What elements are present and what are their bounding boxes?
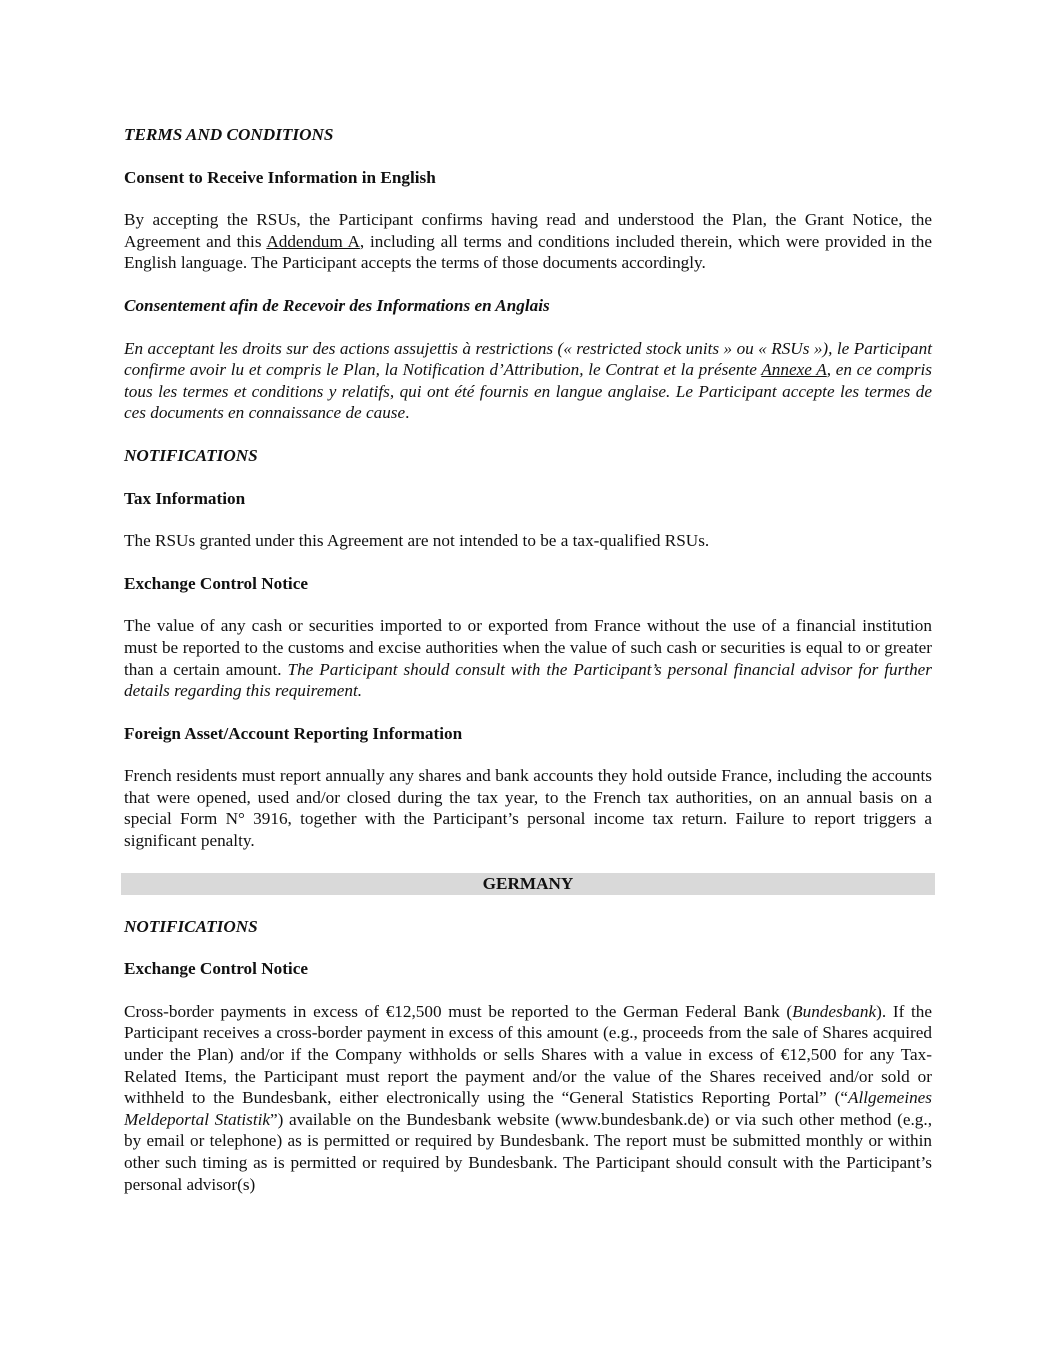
tax-heading: Tax Information xyxy=(124,488,246,508)
consent-heading: Consent to Receive Information in English xyxy=(124,167,436,187)
consent-fr-paragraph xyxy=(124,338,932,424)
notifications-heading: NOTIFICATIONS xyxy=(124,445,258,465)
germany-exchange-text-1: Cross-border payments in excess of €12,500 must be reported to the German Federal Bank ( xyxy=(124,1001,793,1021)
germany-exchange-text-3: ”) available on the Bundesbank website (www.bundesbank.de) or via such other method (e.g., by email or telephone) as is permitted or required by Bundesbank. The report must be submitted monthly or within other such timing as is permitted or required by Bundesbank. The Participant should consult with the Participant’s personal advisor(s) xyxy=(124,1109,932,1194)
germany-exchange-paragraph xyxy=(124,1001,932,1195)
germany-exchange-heading: Exchange Control Notice xyxy=(124,959,308,979)
exchange-heading: Exchange Control Notice xyxy=(124,573,308,593)
addendum-a-link: Addendum A xyxy=(266,231,360,251)
terms-heading: TERMS AND CONDITIONS xyxy=(124,125,334,144)
consent-fr-text-2: , en ce compris tous les termes et conditions y relatifs, qui ont été fournis en langue anglaise. Le Participant accepte les termes de ces documents en connaissance de cause xyxy=(124,360,932,423)
bundesbank-italic: Bundesbank xyxy=(792,1001,877,1021)
consent-fr-period: . xyxy=(405,403,410,423)
exchange-text-1: The value of any cash or securities imported to or exported from France without the use of a financial institution must be reported to the customs and excise authorities when the value of such cash or securities is equal to or greater than a certain amount. xyxy=(124,616,932,679)
consent-fr-heading: Consentement afin de Recevoir des Informations en Anglais xyxy=(124,295,550,315)
germany-exchange-text-2: ). If the Participant receives a cross-border payment in excess of this amount (e.g., proceeds from the sale of Shares acquired under the Plan) and/or if the Company withholds or sells Shares with a value in excess of €12,500 for any Tax-Related Items, the Participant must report the payment and/or the value of the Shares received and/or sold or withheld to the Bundesbank, either electronically using the “General Statistics Reporting Portal” (“ xyxy=(124,1001,933,1108)
exchange-paragraph xyxy=(124,615,932,701)
meldeportal-italic: Allgemeines Meldeportal Statistik xyxy=(124,1088,932,1129)
document-page xyxy=(124,124,932,1216)
consent-fr-text-1: En acceptant les droits sur des actions assujettis à restrictions (« restricted stock units » ou « RSUs »), le Participant confirme avoir lu et compris le Plan, la Notification d’Attribution, le Contrat et la présente xyxy=(124,338,932,380)
foreign-asset-paragraph: French residents must report annually any shares and bank accounts they hold outside France, including the accounts that were opened, used and/or closed during the tax year, to the French tax authorities, on an annual basis on a special Form N° 3916, together with the Participant’s personal income tax return. Failure to report triggers a significant penalty. xyxy=(124,766,932,851)
consent-text-1: By accepting the RSUs, the Participant confirms having read and understood the Plan, the Grant Notice, the Agreement and this xyxy=(124,210,932,251)
annexe-a-link: Annexe A xyxy=(761,360,827,380)
consent-text-2: , including all terms and conditions included therein, which were provided in the English language. The Participant accepts the terms of those documents accordingly. xyxy=(124,231,932,273)
germany-notifications-heading: NOTIFICATIONS xyxy=(124,916,258,936)
tax-paragraph: The RSUs granted under this Agreement are not intended to be a tax-qualified RSUs. xyxy=(124,531,710,551)
germany-section-band: GERMANY xyxy=(121,873,935,895)
consent-paragraph xyxy=(124,209,932,274)
exchange-text-2: The Participant should consult with the Participant’s personal financial advisor for further details regarding this requirement. xyxy=(124,659,932,701)
foreign-asset-heading: Foreign Asset/Account Reporting Information xyxy=(124,723,463,743)
